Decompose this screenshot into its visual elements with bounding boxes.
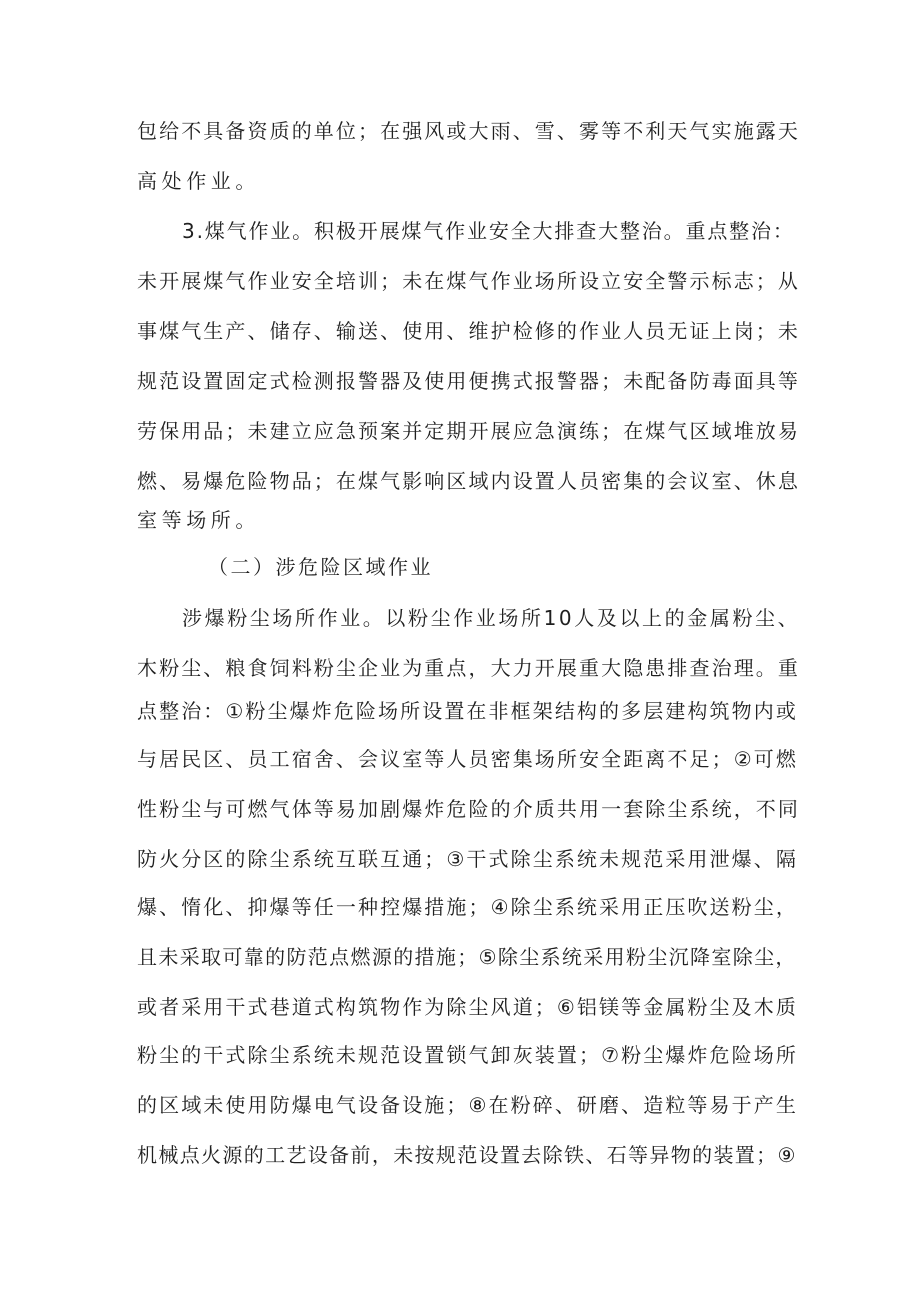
text-line: 室等场所。: [137, 508, 260, 532]
text-line: 规范设置固定式检测报警器及使用便携式报警器；未配备防毒面具等: [137, 369, 800, 393]
section-heading: （二）涉危险区域作业: [208, 555, 433, 579]
text-line: 包给不具备资质的单位；在强风或大雨、雪、雾等不利天气实施露天: [137, 119, 800, 143]
text-line: 点整治：①粉尘爆炸危险场所设置在非框架结构的多层建构筑物内或: [137, 699, 798, 723]
text-line: 事煤气生产、储存、输送、使用、维护检修的作业人员无证上岗；未: [137, 319, 800, 343]
text-line: 涉爆粉尘场所作业。以粉尘作业场所10人及以上的金属粉尘、: [182, 606, 801, 630]
text-line: 未开展煤气作业安全培训；未在煤气作业场所设立安全警示标志；从: [137, 269, 800, 293]
text-line: 防火分区的除尘系统互联互通；③干式除尘系统未规范采用泄爆、隔: [137, 847, 798, 871]
text-line: 与居民区、员工宿舍、会议室等人员密集场所安全距离不足；②可燃: [137, 747, 798, 771]
text-line: 机械点火源的工艺设备前，未按规范设置去除铁、石等异物的装置；⑨: [137, 1143, 797, 1167]
text-line: 高处作业。: [137, 169, 260, 193]
text-line: 3.煤气作业。积极开展煤气作业安全大排查大整治。重点整治：: [182, 219, 795, 243]
text-line: 且未采取可靠的防范点燃源的措施；⑤除尘系统采用粉尘沉降室除尘，: [137, 945, 797, 969]
text-line: 爆、惰化、抑爆等任一种控爆措施；④除尘系统采用正压吹送粉尘，: [137, 895, 798, 919]
text-line: 性粉尘与可燃气体等易加剧爆炸危险的介质共用一套除尘系统，不同: [137, 797, 800, 821]
text-line: 劳保用品；未建立应急预案并定期开展应急演练；在煤气区域堆放易: [137, 419, 800, 443]
text-line: 木粉尘、粮食饲料粉尘企业为重点，大力开展重大隐患排查治理。重: [137, 656, 800, 680]
text-line: 粉尘的干式除尘系统未规范设置锁气卸灰装置；⑦粉尘爆炸危险场所: [137, 1043, 798, 1067]
text-line: 的区域未使用防爆电气设备设施；⑧在粉碎、研磨、造粒等易于产生: [137, 1093, 798, 1117]
text-line: 或者采用干式巷道式构筑物作为除尘风道；⑥铝镁等金属粉尘及木质: [137, 995, 798, 1019]
text-line: 燃、易爆危险物品；在煤气影响区域内设置人员密集的会议室、休息: [137, 469, 800, 493]
